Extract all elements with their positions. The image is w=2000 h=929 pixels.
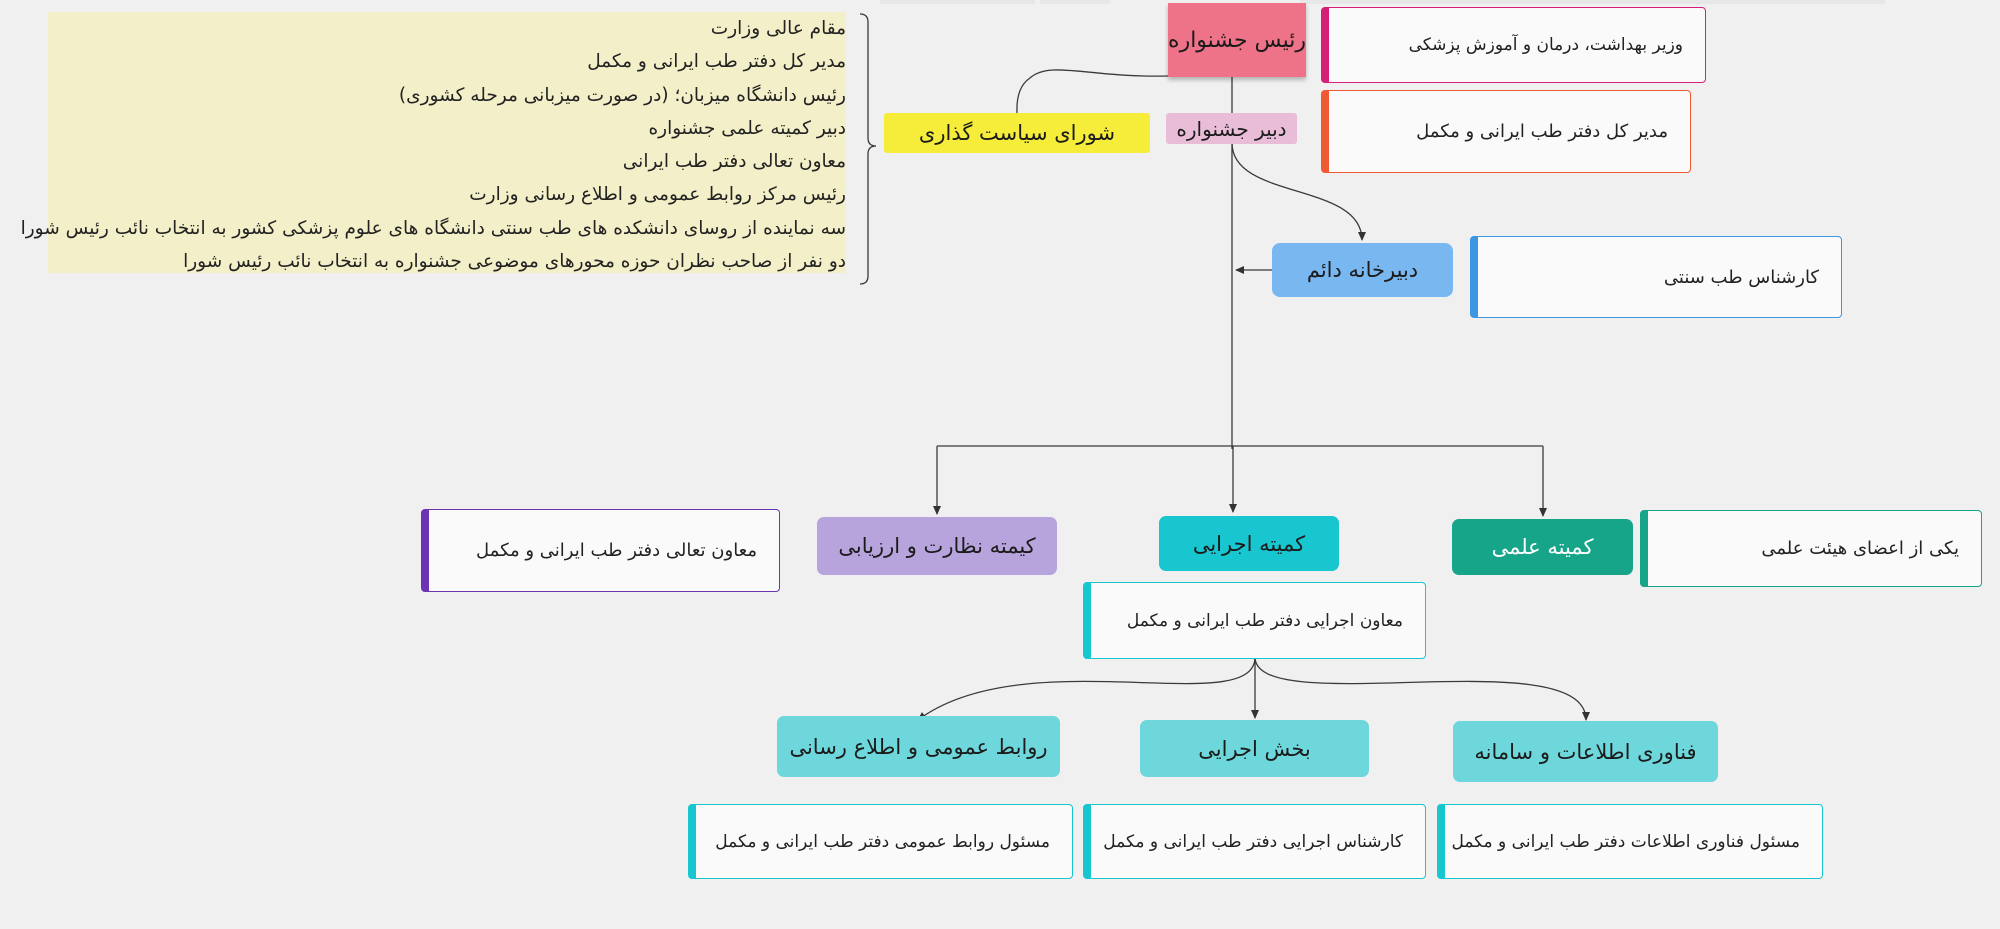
council-member: سه نماینده از روسای دانشکده های طب سنتی دانشگاه های علوم پزشکی کشور به انتخاب نائب رئیس شورا <box>20 217 846 239</box>
council-member: دو نفر از صاحب نظران حوزه محورهای موضوعی جشنواره به انتخاب نائب رئیس شورا <box>183 251 846 273</box>
secretariat-role-card[interactable]: کارشناس طب سنتی <box>1470 236 1842 318</box>
council-members-panel <box>20 12 846 273</box>
council-member: معاون تعالی دفتر طب ایرانی <box>622 151 846 173</box>
supervision-committee-node[interactable]: کیمته نظارت و ارزیابی <box>817 517 1057 575</box>
council-member: رئیس مرکز روابط عمومی و اطلاع رسانی وزارت <box>469 184 846 206</box>
executive-committee-node[interactable]: کمیته اجرایی <box>1159 516 1339 571</box>
scientific-committee-node[interactable]: کمیته علمی <box>1452 519 1633 575</box>
council-member: مدیر کل دفتر طب ایرانی و مکمل <box>587 51 846 73</box>
supervision-role-card[interactable]: معاون تعالی دفتر طب ایرانی و مکمل <box>421 509 780 592</box>
scientific-role-card[interactable]: یکی از اعضای هیئت علمی <box>1640 510 1982 587</box>
executive-role-card[interactable]: معاون اجرایی دفتر طب ایرانی و مکمل <box>1083 582 1426 659</box>
it-unit-node[interactable]: فناوری اطلاعات و سامانه <box>1453 721 1718 782</box>
council-member: دبیر کمیته علمی جشنواره <box>648 117 846 139</box>
executive-section-node[interactable]: بخش اجرایی <box>1140 720 1369 777</box>
public-relations-role-card[interactable]: مسئول روابط عمومی دفتر طب ایرانی و مکمل <box>688 804 1073 879</box>
it-role-card[interactable]: مسئول فناوری اطلاعات دفتر طب ایرانی و مکمل <box>1437 804 1823 879</box>
council-member: رئیس دانشگاه میزبان؛ (در صورت میزبانی مرحله کشوری) <box>398 84 846 106</box>
policy-council-node[interactable]: شورای سیاست گذاری <box>884 113 1150 153</box>
public-relations-node[interactable]: روابط عمومی و اطلاع رسانی <box>777 716 1060 777</box>
head-role-card[interactable]: وزیر بهداشت، درمان و آموزش پزشکی <box>1321 7 1706 83</box>
executive-section-role-card[interactable]: کارشناس اجرایی دفتر طب ایرانی و مکمل <box>1083 804 1426 879</box>
permanent-secretariat-node[interactable]: دبیرخانه دائم <box>1272 243 1453 297</box>
council-member: مقام عالی وزارت <box>710 18 846 39</box>
secretary-role-card[interactable]: مدیر کل دفتر طب ایرانی و مکمل <box>1321 90 1691 173</box>
festival-head-node[interactable]: رئیس جشنواره <box>1168 3 1306 77</box>
festival-secretary-node[interactable]: دبیر جشنواره <box>1166 113 1297 144</box>
